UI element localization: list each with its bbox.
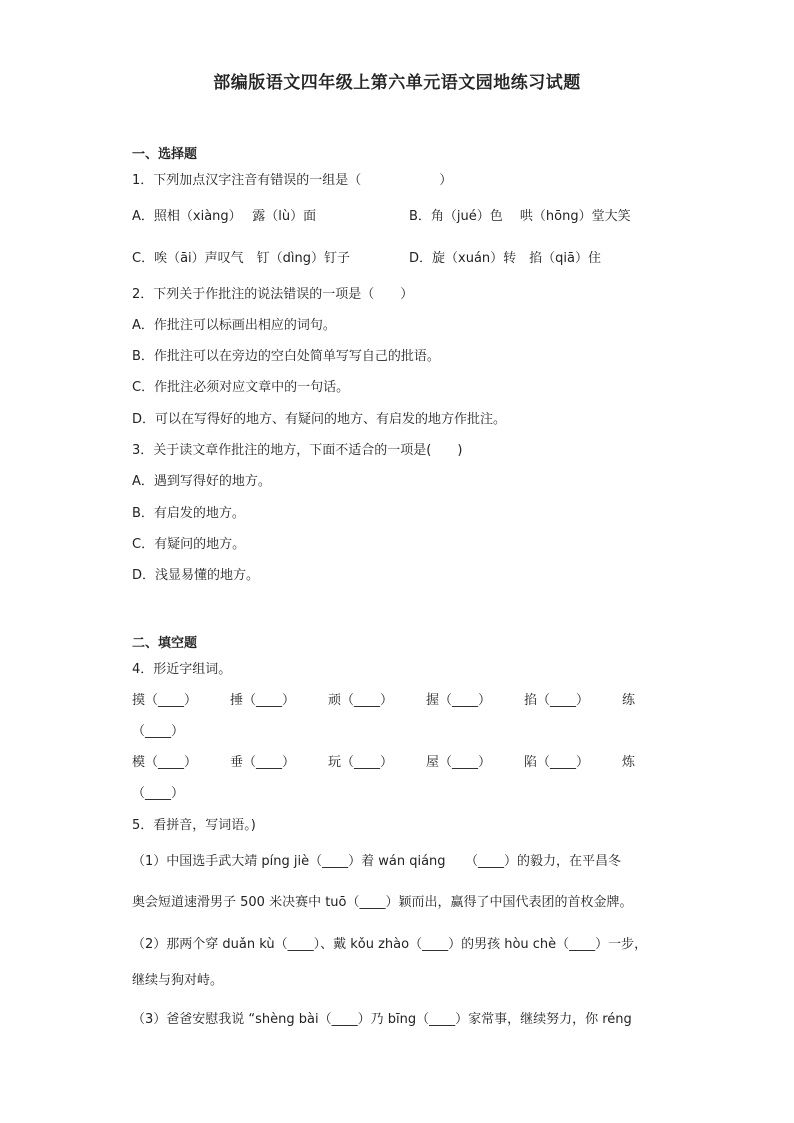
q3-option-b: B．有启发的地方。 <box>132 506 245 521</box>
q5-part-2-line-1: （2）那两个穿 duǎn kù（____）、戴 kǒu zhào（____）的男孩 hòu chè（____）一步， <box>132 937 648 952</box>
q4-item: 陷（____） <box>524 755 590 770</box>
q5-part-2-line-2: 继续与狗对峙。 <box>132 973 224 988</box>
question-1-stem: 1．下列加点汉字注音有错误的一组是（ ） <box>132 173 453 188</box>
q4-row-1 <box>132 692 635 710</box>
q4-row-1-wrap: （____） <box>132 724 185 739</box>
q4-item: 屋（____） <box>426 755 492 770</box>
section-heading-fill: 二、填空题 <box>132 636 198 651</box>
q4-item: 垂（____） <box>230 755 296 770</box>
q2-option-c: C．作批注必须对应文章中的一句话。 <box>132 380 350 395</box>
q4-item: 顽（____） <box>328 693 394 708</box>
q1-option-c: C．唉（āi）声叹气 钉（dìng）钉子 <box>132 251 351 266</box>
q3-option-a: A．遇到写得好的地方。 <box>132 474 271 489</box>
q4-item: 练 <box>622 693 636 708</box>
q1-option-b: B．角（jué）色 哄（hōng）堂大笑 <box>409 209 631 224</box>
q4-item: 掐（____） <box>524 693 590 708</box>
question-4-stem: 4．形近字组词。 <box>132 662 232 677</box>
q1-option-a: A．照相（xiàng） 露（lù）面 <box>132 209 317 224</box>
q2-option-d: D．可以在写得好的地方、有疑问的地方、有启发的地方作批注。 <box>132 412 507 427</box>
q3-option-c: C．有疑问的地方。 <box>132 537 246 552</box>
q4-item: 摸（____） <box>132 693 198 708</box>
question-3-stem: 3．关于读文章作批注的地方，下面不适合的一项是( ) <box>132 443 463 458</box>
q5-part-1-line-2: 奥会短道速滑男子 500 米决赛中 tuō（____）颖而出，赢得了中国代表团的首枚金牌。 <box>132 895 633 910</box>
page-title: 部编版语文四年级上第六单元语文园地练习试题 <box>213 73 581 93</box>
q1-option-d: D．旋（xuán）转 掐（qiā）住 <box>409 251 601 266</box>
q4-item: 捶（____） <box>230 693 296 708</box>
q5-part-1-line-1: （1）中国选手武大靖 píng jiè（____）着 wán qiáng （____）的毅力，在平昌冬 <box>132 854 622 869</box>
q4-item: 炼 <box>622 755 636 770</box>
q4-item: 玩（____） <box>328 755 394 770</box>
question-2-stem: 2．下列关于作批注的说法错误的一项是（ ） <box>132 287 414 302</box>
section-heading-choice: 一、选择题 <box>132 147 198 162</box>
q4-row-2 <box>132 754 635 772</box>
q4-row-2-wrap: （____） <box>132 786 185 801</box>
question-5-stem: 5．看拼音，写词语。) <box>132 818 256 833</box>
q3-option-d: D．浅显易懂的地方。 <box>132 568 260 583</box>
q2-option-b: B．作批注可以在旁边的空白处简单写写自己的批语。 <box>132 349 440 364</box>
q4-item: 模（____） <box>132 755 198 770</box>
q2-option-a: A．作批注可以标画出相应的词句。 <box>132 318 336 333</box>
q4-item: 握（____） <box>426 693 492 708</box>
q5-part-3-line-1: （3）爸爸安慰我说 “shèng bài（____）乃 bīng（____）家常事，继续努力，你 réng <box>132 1012 632 1027</box>
